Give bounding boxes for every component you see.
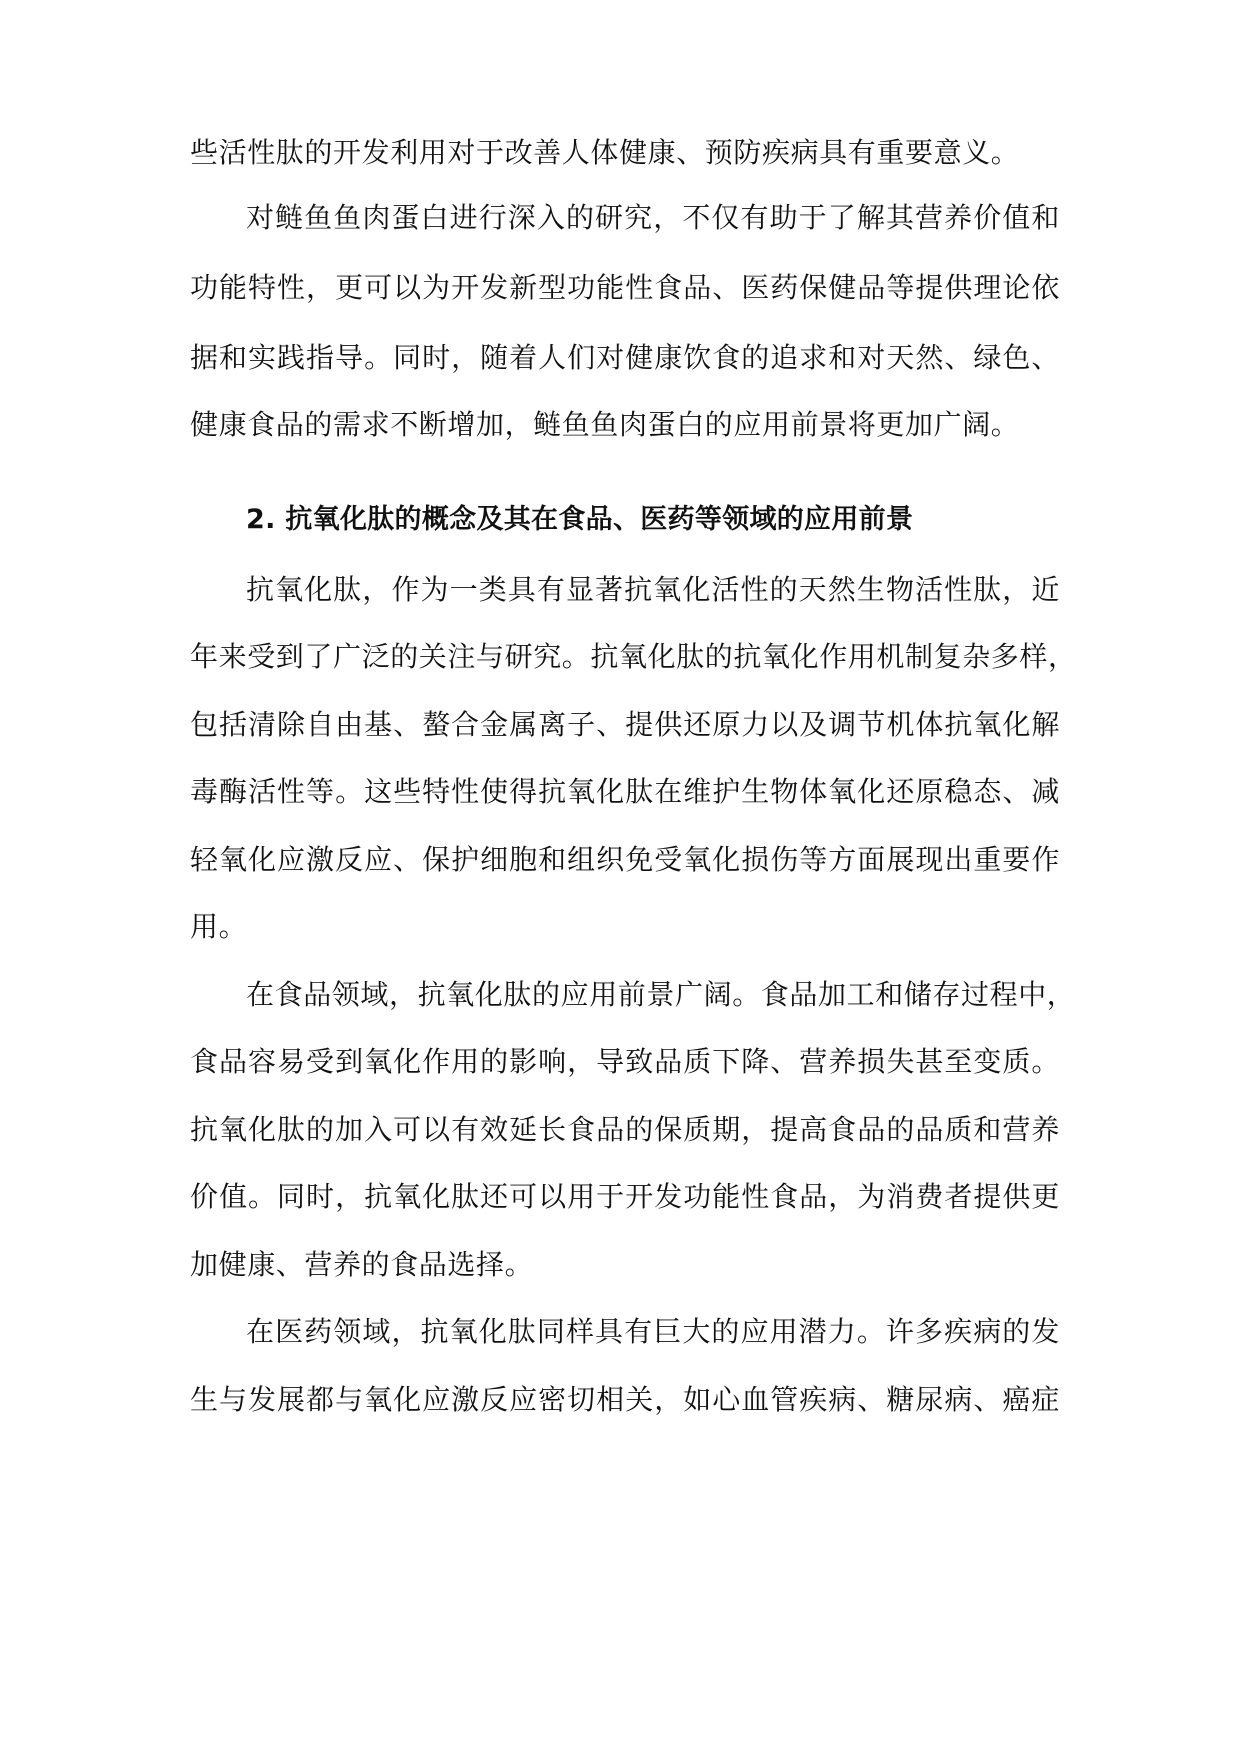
text-line: 价值。同时，抗氧化肽还可以用于开发功能性食品，为消费者提供更 bbox=[190, 1180, 1060, 1213]
text-line: 用。 bbox=[190, 910, 248, 943]
text-line: 对鲢鱼鱼肉蛋白进行深入的研究，不仅有助于了解其营养价值和 bbox=[246, 201, 1060, 234]
text-line: 抗氧化肽，作为一类具有显著抗氧化活性的天然生物活性肽，近 bbox=[246, 573, 1060, 606]
text-line: 功能特性，更可以为开发新型功能性食品、医药保健品等提供理论依 bbox=[190, 271, 1060, 304]
text-line: 据和实践指导。同时，随着人们对健康饮食的追求和对天然、绿色、 bbox=[190, 341, 1060, 374]
text-line: 加健康、营养的食品选择。 bbox=[190, 1248, 534, 1281]
text-line: 在医药领域，抗氧化肽同样具有巨大的应用潜力。许多疾病的发 bbox=[246, 1315, 1060, 1348]
text-line: 些活性肽的开发利用对于改善人体健康、预防疾病具有重要意义。 bbox=[190, 136, 1020, 169]
text-line: 抗氧化肽的加入可以有效延长食品的保质期，提高食品的品质和营养 bbox=[190, 1113, 1060, 1146]
text-line: 在食品领域，抗氧化肽的应用前景广阔。食品加工和储存过程中， bbox=[246, 978, 1076, 1011]
text-line: 食品容易受到氧化作用的影响，导致品质下降、营养损失甚至变质。 bbox=[190, 1045, 1060, 1078]
text-line: 毒酶活性等。这些特性使得抗氧化肽在维护生物体氧化还原稳态、减 bbox=[190, 775, 1060, 808]
section-heading: 2. 抗氧化肽的概念及其在食品、医药等领域的应用前景 bbox=[246, 504, 914, 535]
text-line: 健康食品的需求不断增加，鲢鱼鱼肉蛋白的应用前景将更加广阔。 bbox=[190, 408, 1020, 441]
text-line: 生与发展都与氧化应激反应密切相关，如心血管疾病、糖尿病、癌症 bbox=[190, 1383, 1060, 1416]
text-line: 包括清除自由基、螯合金属离子、提供还原力以及调节机体抗氧化解 bbox=[190, 708, 1060, 741]
text-line: 年来受到了广泛的关注与研究。抗氧化肽的抗氧化作用机制复杂多样， bbox=[190, 640, 1077, 673]
text-line: 轻氧化应激反应、保护细胞和组织免受氧化损伤等方面展现出重要作 bbox=[190, 843, 1060, 876]
